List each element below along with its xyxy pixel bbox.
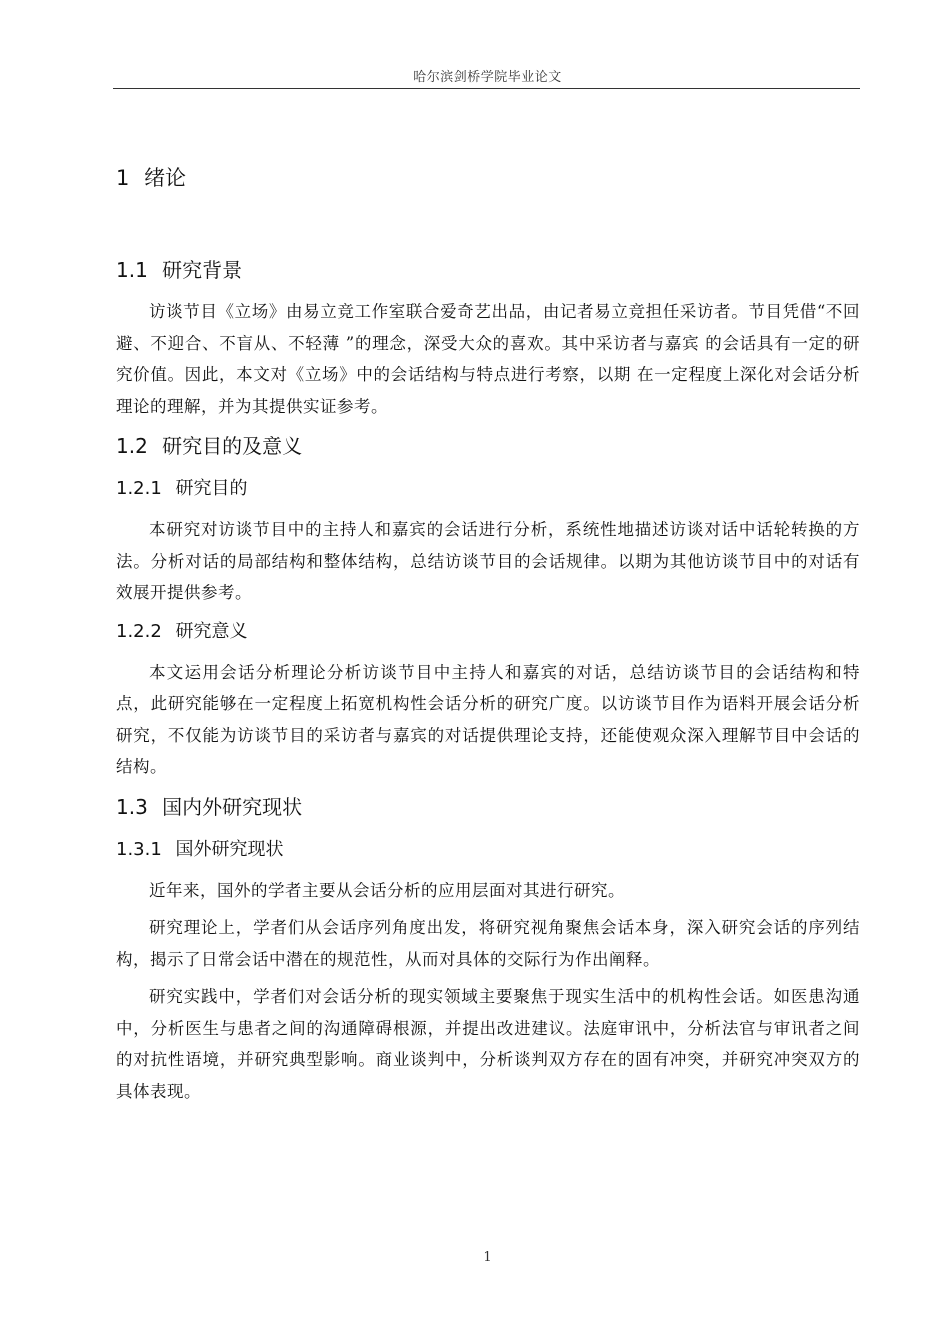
section-number: 1.3 [116,794,148,819]
section-heading-1-3 [116,789,860,825]
running-header: 哈尔滨剑桥学院毕业论文 [413,70,562,85]
paragraph-background: 访谈节目《立场》由易立竞工作室联合爱奇艺出品，由记者易立竞担任采访者。节目凭借“不回避、不迎合、不盲从、不轻薄 ”的理念，深受大众的喜欢。其中采访者与嘉宾 的会话具有一定的研究价值。因此，本文对《立场》中的会话结构与特点进行考察，以期 在一定程度上深化对会话分析理论的理解，并为其提供实证参考。 [116,302,860,416]
subsection-heading-1-2-1 [116,472,860,506]
subsection-heading-1-2-2 [116,615,860,649]
section-heading-1-1 [116,252,860,288]
subsection-heading-1-3-1 [116,833,860,867]
page-body [116,160,860,1113]
section-title: 研究背景 [162,258,243,282]
subsection-number: 1.2.1 [116,478,162,499]
paragraph-significance: 本文运用会话分析理论分析访谈节目中主持人和嘉宾的对话，总结访谈节目的会话结构和特点，此研究能够在一定程度上拓宽机构性会话分析的研究广度。以访谈节目作为语料开展会话分析研究，不仅能为访谈节目的采访者与嘉宾的对话提供理论支持，还能使观众深入理解节目中会话的结构。 [116,662,860,776]
paragraph-purpose: 本研究对访谈节目中的主持人和嘉宾的会话进行分析，系统性地描述访谈对话中话轮转换的方法。分析对话的局部结构和整体结构，总结访谈节目的会话规律。以期为其他访谈节目中的对话有效展开提供参考。 [116,520,860,602]
subsection-title: 国外研究现状 [175,838,284,860]
chapter-number: 1 [116,166,130,190]
section-number: 1.1 [116,258,148,282]
section-title: 国内外研究现状 [162,794,303,819]
subsection-number: 1.2.2 [116,620,162,642]
subsection-number: 1.3.1 [116,838,162,860]
chapter-heading [116,160,860,196]
paragraph-foreign-intro: 近年来，国外的学者主要从会话分析的应用层面对其进行研究。 [149,880,625,900]
subsection-title: 研究意义 [175,620,248,642]
page-number: 1 [483,1250,492,1265]
section-number: 1.2 [116,434,148,458]
section-heading-1-2 [116,428,860,464]
chapter-title: 绪论 [144,166,187,190]
paragraph-foreign-practice: 研究实践中，学者们对会话分析的现实领域主要聚焦于现实生活中的机构性会话。如医患沟通中，分析医生与患者之间的沟通障碍根源，并提出改进建议。法庭审讯中，分析法官与审讯者之间的对抗性语境，并研究典型影响。商业谈判中，分析谈判双方存在的固有冲突，并研究冲突双方的具体表现。 [116,987,860,1101]
header-divider [113,88,860,89]
paragraph-foreign-theory: 研究理论上，学者们从会话序列角度出发，将研究视角聚焦会话本身，深入研究会话的序列结构，揭示了日常会话中潜在的规范性，从而对具体的交际行为作出阐释。 [116,918,860,969]
subsection-title: 研究目的 [175,478,248,499]
section-title: 研究目的及意义 [162,434,303,458]
